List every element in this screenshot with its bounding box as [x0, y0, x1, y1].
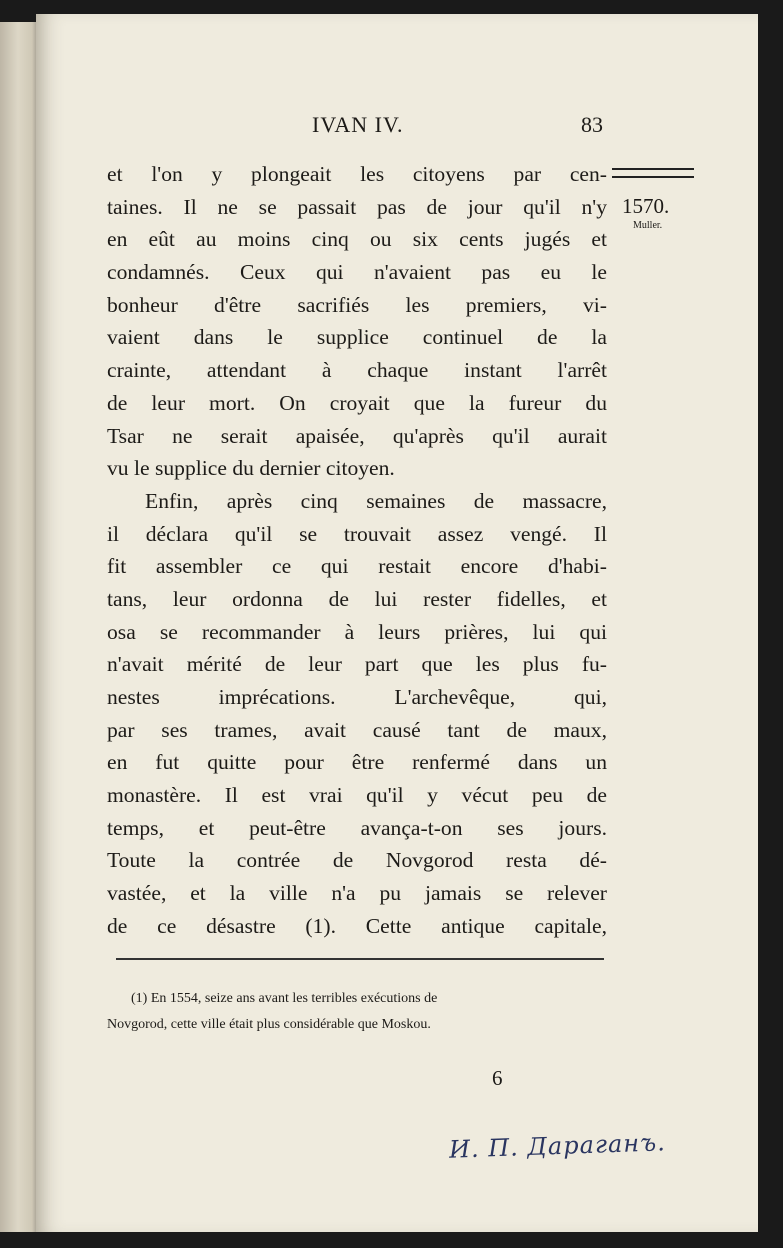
text-line: par ses trames, avait causé tant de maux,: [107, 717, 607, 742]
text-line: fit assembler ce qui restait encore d'habi-: [107, 554, 607, 579]
owner-stamp: И. П. Дараганъ.: [448, 1128, 667, 1164]
text-line: Toute la contrée de Novgorod resta dé-: [107, 848, 607, 873]
text-line: bonheur d'être sacrifiés les premiers, vi-: [107, 292, 607, 317]
footnote-rule: [116, 958, 604, 960]
page-number: 83: [581, 112, 603, 137]
page-header: [36, 112, 758, 142]
signature-mark: 6: [492, 1066, 503, 1090]
text-line: de leur mort. On croyait que la fureur du: [107, 390, 607, 415]
running-title: IVAN IV.: [312, 112, 404, 137]
facing-page-edge: [0, 22, 40, 1232]
text-line: tans, leur ordonna de lui rester fidelles, et: [107, 586, 607, 611]
body-text: [107, 158, 607, 943]
text-line: nestes imprécations. L'archevêque, qui,: [107, 685, 607, 709]
margin-year: 1570.: [622, 194, 670, 218]
text-line: n'avait mérité de leur part que les plus fu-: [107, 652, 607, 677]
text-line: temps, et peut-être avança-t-on ses jours.: [107, 815, 607, 840]
text-line: il déclara qu'il se trouvait assez vengé. Il: [107, 521, 607, 546]
text-line: taines. Il ne se passait pas de jour qu'il n'y: [107, 194, 607, 219]
text-line: vastée, et la ville n'a pu jamais se relever: [107, 881, 607, 906]
text-line: en fut quitte pour être renfermé dans un: [107, 750, 607, 775]
text-line: condamnés. Ceux qui n'avaient pas eu le: [107, 260, 607, 285]
footnote: [107, 986, 607, 1038]
text-line: en eût au moins cinq ou six cents jugés et: [107, 227, 607, 252]
text-line: monastère. Il est vrai qu'il y vécut peu de: [107, 783, 607, 808]
text-line: Enfin, après cinq semaines de massacre,: [145, 488, 607, 513]
text-line: osa se recommander à leurs prières, lui qui: [107, 619, 607, 644]
book-page: [36, 14, 758, 1232]
text-line: vaient dans le supplice continuel de la: [107, 325, 607, 350]
text-line: et l'on y plongeait les citoyens par cen-: [107, 162, 607, 186]
text-line: Tsar ne serait apaisée, qu'après qu'il aurait: [107, 423, 607, 448]
margin-rule: [612, 168, 694, 178]
text-line: vu le supplice du dernier citoyen.: [107, 456, 395, 481]
text-line: de ce désastre (1). Cette antique capitale,: [107, 913, 607, 938]
text-line: crainte, attendant à chaque instant l'arrêt: [107, 358, 607, 383]
margin-source: Muller.: [633, 220, 663, 231]
footnote-line: (1) En 1554, seize ans avant les terribles exécutions de: [131, 991, 438, 1006]
footnote-line: Novgorod, cette ville était plus considérable que Moskou.: [107, 1017, 431, 1032]
